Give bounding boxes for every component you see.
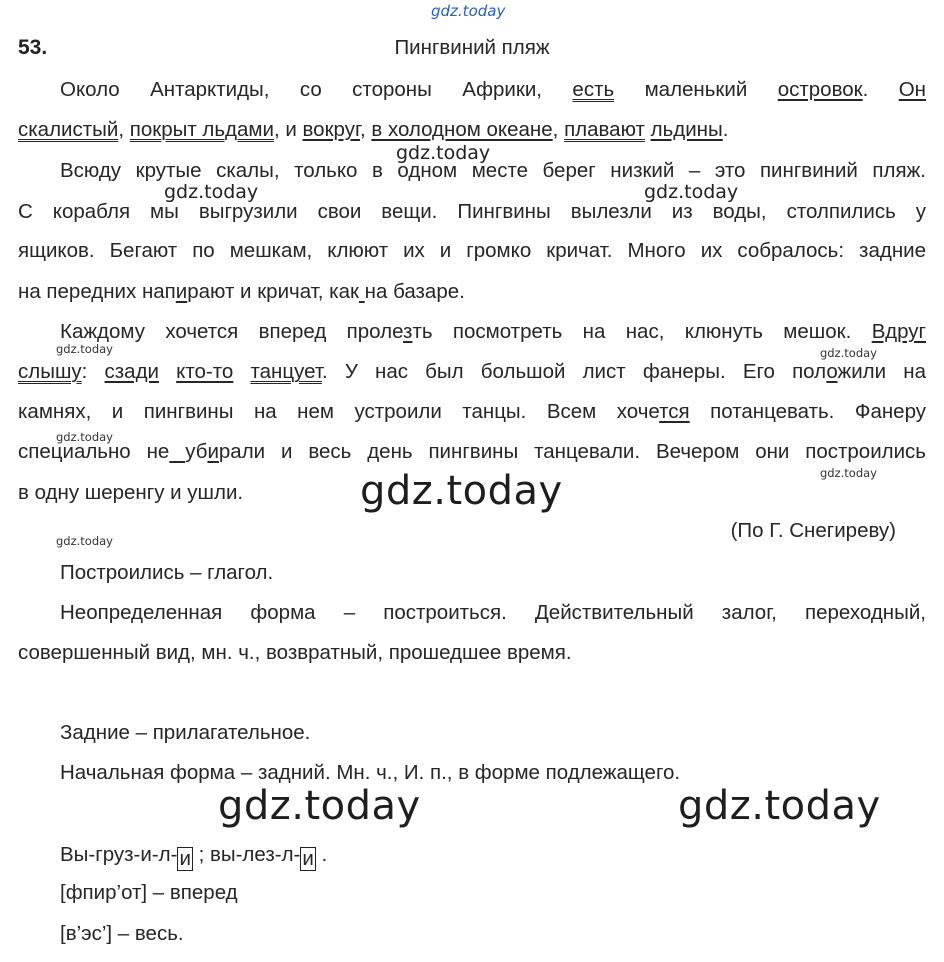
- analysis-line: Построились – глагол.: [60, 561, 274, 584]
- text-line: специально не убирали и весь день пингвины танцевали. Вечером они построились: [18, 440, 926, 463]
- subject-underline: островок: [777, 78, 863, 101]
- watermark: gdz.today: [164, 181, 259, 203]
- subject-underline: Он: [898, 78, 927, 101]
- analysis-line: Неопределенная форма – построиться. Действительный залог, переходный,: [60, 601, 926, 624]
- text-line: Каждому хочется вперед пролезть посмотреть на нас, клюнуть мешок. Вдруг: [60, 320, 926, 343]
- analysis-line: совершенный вид, мн. ч., возвратный, прошедшее время.: [18, 641, 572, 664]
- phonetic-line: [в’эс’] – весь.: [60, 922, 184, 945]
- text-line: ящиков. Бегают по мешкам, клюют их и громко кричат. Много их собралось: задние: [18, 239, 926, 262]
- page-title: Пингвиний пляж: [394, 36, 550, 59]
- watermark: gdz.today: [360, 468, 563, 514]
- watermark: gdz.today: [56, 342, 113, 356]
- watermark: gdz.today: [644, 181, 739, 203]
- text-line: Всюду крутые скалы, только в одном месте берег низкий – это пингвиний пляж.: [60, 159, 926, 182]
- analysis-line: Начальная форма – задний. Мн. ч., И. п., в форме подлежащего.: [60, 761, 681, 784]
- watermark: gdz.today: [396, 142, 491, 164]
- text-line: на передних напирают и кричат, как на базаре.: [18, 280, 465, 303]
- phonetic-line: [фпир’от] – вперед: [60, 881, 238, 904]
- watermark: gdz.today: [820, 346, 877, 360]
- text-line: камнях, и пингвины на нем устроили танцы. Всем хочется потанцевать. Фанеру: [18, 400, 926, 423]
- exercise-number: 53.: [18, 36, 48, 59]
- watermark: gdz.today: [218, 783, 421, 829]
- watermark: gdz.today: [678, 783, 881, 829]
- morpheme-analysis: Вы-груз-и-л-и ; вы-лез-л-и .: [60, 843, 328, 870]
- watermark: gdz.today: [820, 466, 877, 480]
- text-line: скалистый, покрыт льдами, и вокруг, в холодном океане, плавают льдины.: [18, 118, 729, 141]
- watermark: gdz.today: [56, 534, 113, 548]
- text-line: слышу: сзади кто-то танцует. У нас был большой лист фанеры. Его положили на: [18, 360, 926, 383]
- watermark-top: gdz.today: [431, 2, 506, 20]
- author-credit: (По Г. Снегиреву): [730, 519, 896, 542]
- text-line: Около Антарктиды, со стороны Африки, есть маленький островок. Он: [60, 78, 927, 101]
- ending-box: и: [179, 847, 191, 870]
- watermark: gdz.today: [56, 430, 113, 444]
- analysis-line: Задние – прилагательное.: [60, 721, 311, 744]
- text-line: в одну шеренгу и ушли.: [18, 481, 244, 504]
- text-line: С корабля мы выгрузили свои вещи. Пингвины вылезли из воды, столпились у: [18, 200, 926, 223]
- ending-box: и: [302, 847, 314, 870]
- predicate-underline: есть: [572, 78, 615, 101]
